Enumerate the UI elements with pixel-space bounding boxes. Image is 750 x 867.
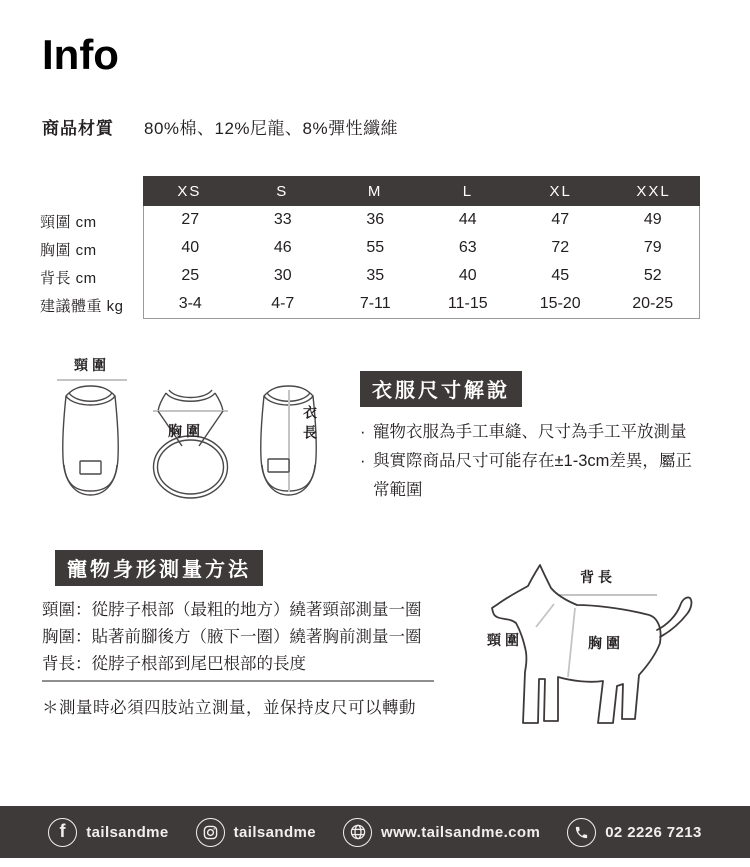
footer-phone-link[interactable]: [567, 818, 702, 847]
cell-chest-xxl: 79: [643, 239, 662, 256]
row-label-spacer: [40, 176, 143, 207]
cell-neck-xxl: 49: [643, 211, 662, 228]
dog-back-length-label: 背長: [580, 569, 616, 585]
size-table: [40, 176, 700, 319]
cell-chest-m: 55: [366, 239, 385, 256]
material-label: 商品材質: [42, 119, 114, 138]
table-row: [144, 290, 699, 318]
list-item: [360, 447, 705, 505]
size-table-grid: [143, 176, 700, 319]
cell-chest-xs: 40: [181, 239, 200, 256]
material-value: 80%棉、12%尼龍、8%彈性纖維: [144, 119, 399, 138]
col-header-m: M: [367, 182, 383, 200]
garment-neck-label: 頸圍: [74, 357, 110, 373]
row-label-chest: 胸圍 cm: [40, 241, 97, 259]
cell-back-xl: 45: [551, 267, 570, 284]
col-header-s: S: [276, 182, 289, 200]
size-notes-list: [360, 418, 705, 505]
cell-neck-l: 44: [458, 211, 477, 228]
size-note-text: 與實際商品尺寸可能存在±1-3cm差異，屬正常範圍: [373, 452, 692, 499]
footer-website-url: www.tailsandme.com: [381, 823, 541, 841]
facebook-icon: f: [48, 818, 77, 847]
table-row: [144, 234, 699, 262]
col-header-xl: XL: [549, 182, 572, 200]
col-header-xs: XS: [177, 182, 202, 200]
size-table-row-labels: [40, 176, 143, 319]
cell-back-xs: 25: [181, 267, 200, 284]
cell-chest-xl: 72: [551, 239, 570, 256]
globe-icon: [343, 818, 372, 847]
footer-facebook-handle: tailsandme: [86, 823, 169, 841]
list-item: [360, 418, 705, 447]
bullet-icon: ·: [360, 452, 366, 470]
footer-website-link[interactable]: [343, 818, 540, 847]
measure-guide-heading: 寵物身形測量方法: [55, 550, 263, 586]
cell-chest-s: 46: [273, 239, 292, 256]
cell-back-xxl: 52: [643, 267, 662, 284]
footer-instagram-link[interactable]: [196, 818, 316, 847]
dog-chest-label: 胸圍: [588, 635, 624, 651]
size-table-body: [143, 206, 700, 319]
row-label-weight: 建議體重 kg: [40, 297, 124, 315]
cell-weight-xs: 3-4: [178, 295, 202, 312]
measure-guide-back: 背長：從脖子根部到尾巴根部的長度: [42, 655, 306, 673]
size-notes-section: [360, 371, 705, 505]
cell-neck-xl: 47: [551, 211, 570, 228]
garment-chest-label: 胸圍: [168, 423, 204, 439]
cell-back-s: 30: [273, 267, 292, 284]
dog-diagram: [465, 555, 715, 750]
bullet-icon: ·: [360, 423, 366, 441]
garment-diagrams: [48, 353, 348, 518]
col-header-l: L: [462, 182, 474, 200]
instagram-icon: [196, 818, 225, 847]
cell-back-m: 35: [366, 267, 385, 284]
row-label-back-length: 背長 cm: [40, 269, 97, 287]
footer-phone-number: 02 2226 7213: [605, 823, 702, 841]
table-row: [144, 262, 699, 290]
measure-guide-note: ＊測量時必須四肢站立測量，並保持皮尺可以轉動: [42, 699, 416, 717]
size-notes-heading: 衣服尺寸解說: [360, 371, 522, 407]
phone-icon: [567, 818, 596, 847]
cell-neck-m: 36: [366, 211, 385, 228]
cell-neck-xs: 27: [181, 211, 200, 228]
cell-neck-s: 33: [273, 211, 292, 228]
cell-weight-m: 7-11: [359, 295, 391, 312]
page-title: Info: [42, 31, 119, 78]
cell-weight-xl: 15-20: [539, 295, 581, 312]
col-header-xxl: XXL: [636, 182, 671, 200]
material-row: [42, 114, 398, 139]
garment-length-label: 衣長: [302, 405, 318, 445]
table-row: [144, 206, 699, 234]
cell-chest-l: 63: [458, 239, 477, 256]
dog-neck-label: 頸圍: [487, 632, 523, 648]
cell-weight-l: 11-15: [447, 295, 488, 312]
size-table-header: [143, 176, 700, 206]
size-note-text: 寵物衣服為手工車縫、尺寸為手工平放測量: [373, 423, 687, 441]
footer-facebook-link[interactable]: [48, 818, 168, 847]
measure-guide-neck: 頸圍：從脖子根部（最粗的地方）繞著頸部測量一圈: [42, 601, 422, 619]
footer-instagram-handle: tailsandme: [233, 823, 316, 841]
divider: [42, 680, 434, 682]
row-label-neck: 頸圍 cm: [40, 213, 97, 231]
measure-guide-chest: 胸圍：貼著前腳後方（腋下一圈）繞著胸前測量一圈: [42, 628, 422, 646]
cell-weight-s: 4-7: [271, 295, 295, 312]
cell-back-l: 40: [458, 267, 477, 284]
measure-guide-lines: [42, 597, 422, 678]
footer-contact-bar: [0, 806, 750, 858]
cell-weight-xxl: 20-25: [632, 295, 674, 312]
